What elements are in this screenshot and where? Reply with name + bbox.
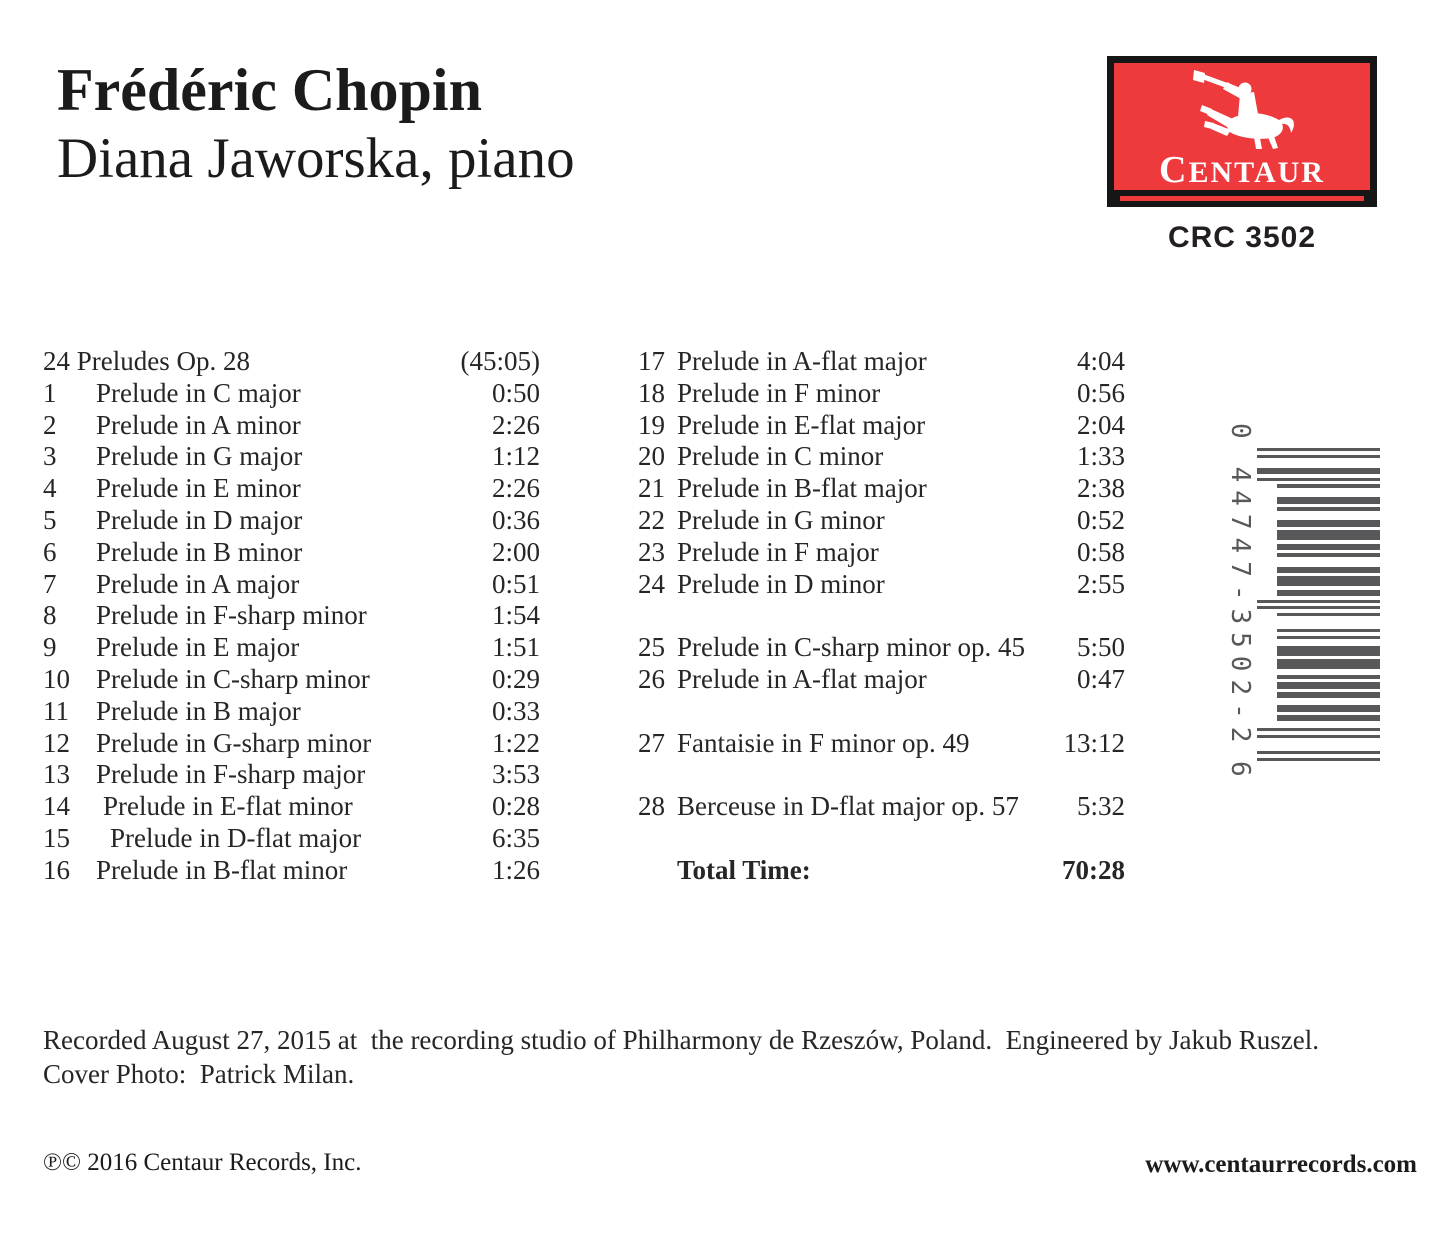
upc-barcode (1223, 421, 1380, 794)
track-number: 7 (43, 568, 57, 599)
track-time: 0:58 (1076, 536, 1125, 567)
barcode-bar (1277, 682, 1380, 689)
track-number: 9 (43, 632, 57, 663)
track-row (638, 664, 1125, 696)
track-number: 20 (638, 441, 665, 472)
track-title: Prelude in F-sharp major (96, 759, 366, 790)
track-time: 0:52 (1076, 504, 1125, 535)
track-time: 0:28 (491, 791, 540, 822)
track-row (43, 696, 540, 728)
track-number: 16 (43, 854, 70, 885)
track-time: 0:47 (1076, 663, 1125, 694)
barcode-bar (1277, 646, 1380, 656)
track-title: Prelude in A-flat major (677, 346, 927, 376)
track-title: Prelude in C minor (677, 441, 884, 472)
barcode-bar (1277, 636, 1380, 639)
track-number: 3 (43, 441, 57, 472)
barcode-bar (1257, 728, 1380, 731)
track-time: 2:00 (491, 536, 540, 567)
track-time: 2:26 (491, 473, 540, 504)
work-title: 24 Preludes Op. 28 (43, 346, 250, 376)
track-number: 26 (638, 663, 665, 694)
row-spacer (638, 600, 1125, 632)
track-row (638, 505, 1125, 537)
track-row (43, 855, 540, 887)
track-time: 2:04 (1076, 409, 1125, 440)
barcode-bar (1257, 448, 1380, 451)
track-row (43, 378, 540, 410)
copyright-line: ℗© 2016 Centaur Records, Inc. (43, 1149, 362, 1176)
track-time: 1:22 (491, 727, 540, 758)
track-row (638, 441, 1125, 473)
track-number: 2 (43, 409, 57, 440)
row-spacer (638, 696, 1125, 728)
track-row (638, 410, 1125, 442)
track-row (638, 569, 1125, 601)
barcode-bar (1277, 484, 1380, 487)
barcode-bar (1277, 705, 1380, 712)
total-time-label: Total Time: (677, 854, 811, 885)
row-spacer (638, 759, 1125, 791)
track-time: 2:26 (491, 409, 540, 440)
track-time: 0:33 (491, 695, 540, 726)
track-time: 1:26 (491, 854, 540, 885)
centaur-brand-text: CENTAUR (1159, 149, 1325, 191)
track-number: 10 (43, 663, 70, 694)
track-time: 5:32 (1076, 791, 1125, 822)
track-time: 0:29 (491, 663, 540, 694)
track-time: 3:53 (491, 759, 540, 790)
track-number: 11 (43, 695, 69, 726)
barcode-bar (1277, 613, 1380, 616)
barcode-bar (1257, 468, 1380, 475)
track-title: Prelude in A major (96, 568, 300, 599)
track-title: Prelude in A-flat major (677, 663, 927, 694)
catalog-number: CRC 3502 (1167, 221, 1317, 254)
centaur-figure-icon (1167, 66, 1317, 150)
track-number: 12 (43, 727, 70, 758)
track-time: 0:56 (1076, 377, 1125, 408)
track-row (43, 473, 540, 505)
track-row (43, 791, 540, 823)
barcode-bars (1257, 448, 1380, 761)
track-number: 18 (638, 377, 665, 408)
track-title: Prelude in B major (96, 695, 301, 726)
track-title: Prelude in D major (96, 504, 303, 535)
track-number: 27 (638, 727, 665, 758)
track-title: Prelude in C-sharp minor (96, 663, 370, 694)
track-number: 28 (638, 791, 665, 822)
track-row (43, 823, 540, 855)
barcode-main-digits: 44747-3502-2 (1225, 466, 1255, 751)
barcode-bar (1257, 751, 1380, 754)
track-row (638, 346, 1125, 378)
track-number (638, 855, 677, 887)
track-title: Prelude in D-flat major (110, 822, 362, 853)
barcode-bar (1277, 553, 1380, 556)
track-row (638, 378, 1125, 410)
track-time: 2:55 (1076, 568, 1125, 599)
barcode-bar (1277, 715, 1380, 722)
centaur-logo (1107, 56, 1377, 207)
track-time: 0:50 (491, 377, 540, 408)
track-title: Prelude in C-sharp minor op. 45 (677, 632, 1025, 663)
track-number: 6 (43, 536, 57, 567)
track-title: Prelude in G minor (677, 504, 885, 535)
track-title: Prelude in B minor (96, 536, 303, 567)
composer-title: Frédéric Chopin (57, 57, 482, 123)
track-title: Prelude in F minor (677, 377, 881, 408)
track-title: Prelude in B-flat minor (96, 854, 348, 885)
track-number: 17 (638, 346, 665, 376)
track-row (43, 537, 540, 569)
work-header-row (43, 346, 540, 378)
track-title: Prelude in F-sharp minor (96, 600, 367, 631)
barcode-system-digit: 0 (1225, 423, 1255, 439)
barcode-bar (1277, 520, 1380, 527)
track-row (43, 505, 540, 537)
track-title: Prelude in D minor (677, 568, 885, 599)
track-number: 21 (638, 473, 665, 504)
track-row (43, 759, 540, 791)
recording-notes-line2: Cover Photo: Patrick Milan. (43, 1058, 355, 1089)
track-time: 4:04 (1076, 346, 1125, 376)
barcode-bar (1277, 590, 1380, 597)
track-title: Prelude in F major (677, 536, 879, 567)
track-title: Prelude in E-flat minor (103, 791, 353, 822)
track-row (43, 410, 540, 442)
track-time: 13:12 (1063, 727, 1125, 758)
centaur-logo-red-field (1114, 63, 1370, 190)
track-row (43, 632, 540, 664)
track-number: 23 (638, 536, 665, 567)
track-row (43, 600, 540, 632)
track-time: 2:38 (1076, 473, 1125, 504)
track-row (43, 569, 540, 601)
track-number: 24 (638, 568, 665, 599)
track-title: Prelude in E-flat major (677, 409, 926, 440)
tracklist-left-column (43, 346, 540, 887)
barcode-bar (1257, 758, 1380, 761)
track-title: Prelude in A minor (96, 409, 301, 440)
track-title: Prelude in G-sharp minor (96, 727, 372, 758)
track-time: 1:12 (491, 441, 540, 472)
barcode-bar (1277, 675, 1380, 678)
performer-subtitle: Diana Jaworska, piano (57, 127, 575, 190)
total-time-value: 70:28 (1062, 854, 1125, 885)
track-title: Prelude in E minor (96, 473, 301, 504)
barcode-bar (1277, 544, 1380, 551)
label-website: www.centaurrecords.com (1145, 1151, 1417, 1178)
barcode-bar (1277, 530, 1380, 540)
track-title: Prelude in E major (96, 632, 300, 663)
track-title: Prelude in B-flat major (677, 473, 927, 504)
track-title: Prelude in G major (96, 441, 303, 472)
tracklist-right-column (638, 346, 1125, 887)
track-title: Fantaisie in F minor op. 49 (677, 727, 970, 758)
barcode-bar (1257, 735, 1380, 738)
track-row (638, 728, 1125, 760)
track-row (638, 537, 1125, 569)
track-number: 13 (43, 759, 70, 790)
barcode-bar (1277, 507, 1380, 510)
row-spacer (638, 823, 1125, 855)
barcode-bar (1257, 600, 1380, 603)
track-time: 5:50 (1076, 632, 1125, 663)
track-number: 22 (638, 504, 665, 535)
track-row (43, 728, 540, 760)
track-time: 1:54 (491, 600, 540, 631)
barcode-check-digit: 6 (1225, 761, 1255, 777)
track-row (43, 664, 540, 696)
track-row (638, 791, 1125, 823)
barcode-bar (1257, 455, 1380, 458)
recording-notes-line1: Recorded August 27, 2015 at the recording studio of Philharmony de Rzeszów, Poland. Engineered by Jakub Ruszel. (43, 1025, 1320, 1055)
track-time: 1:51 (491, 632, 540, 663)
total-time-row (638, 855, 1125, 887)
barcode-bar (1277, 567, 1380, 574)
recording-notes (43, 1024, 1393, 1091)
track-number: 1 (43, 377, 57, 408)
barcode-bar (1277, 659, 1380, 669)
barcode-bar (1277, 497, 1380, 504)
track-time: 1:33 (1076, 441, 1125, 472)
barcode-bar (1257, 606, 1380, 609)
barcode-bar (1277, 576, 1380, 586)
track-number: 8 (43, 600, 57, 631)
track-number: 5 (43, 504, 57, 535)
track-row (638, 632, 1125, 664)
track-time: (45:05) (460, 346, 540, 376)
track-row (638, 473, 1125, 505)
track-title: Prelude in C major (96, 377, 301, 408)
track-row (43, 441, 540, 473)
centaur-logo-underline (1120, 196, 1364, 201)
track-title: Berceuse in D-flat major op. 57 (677, 791, 1019, 822)
track-time: 0:36 (491, 504, 540, 535)
track-number: 15 (43, 822, 70, 853)
track-number: 19 (638, 409, 665, 440)
track-time: 6:35 (491, 822, 540, 853)
barcode-bar (1277, 629, 1380, 632)
track-number: 14 (43, 791, 70, 822)
track-number: 4 (43, 473, 57, 504)
barcode-bar (1257, 478, 1380, 481)
track-number: 25 (638, 632, 665, 663)
track-time: 0:51 (491, 568, 540, 599)
barcode-bar (1277, 692, 1380, 699)
